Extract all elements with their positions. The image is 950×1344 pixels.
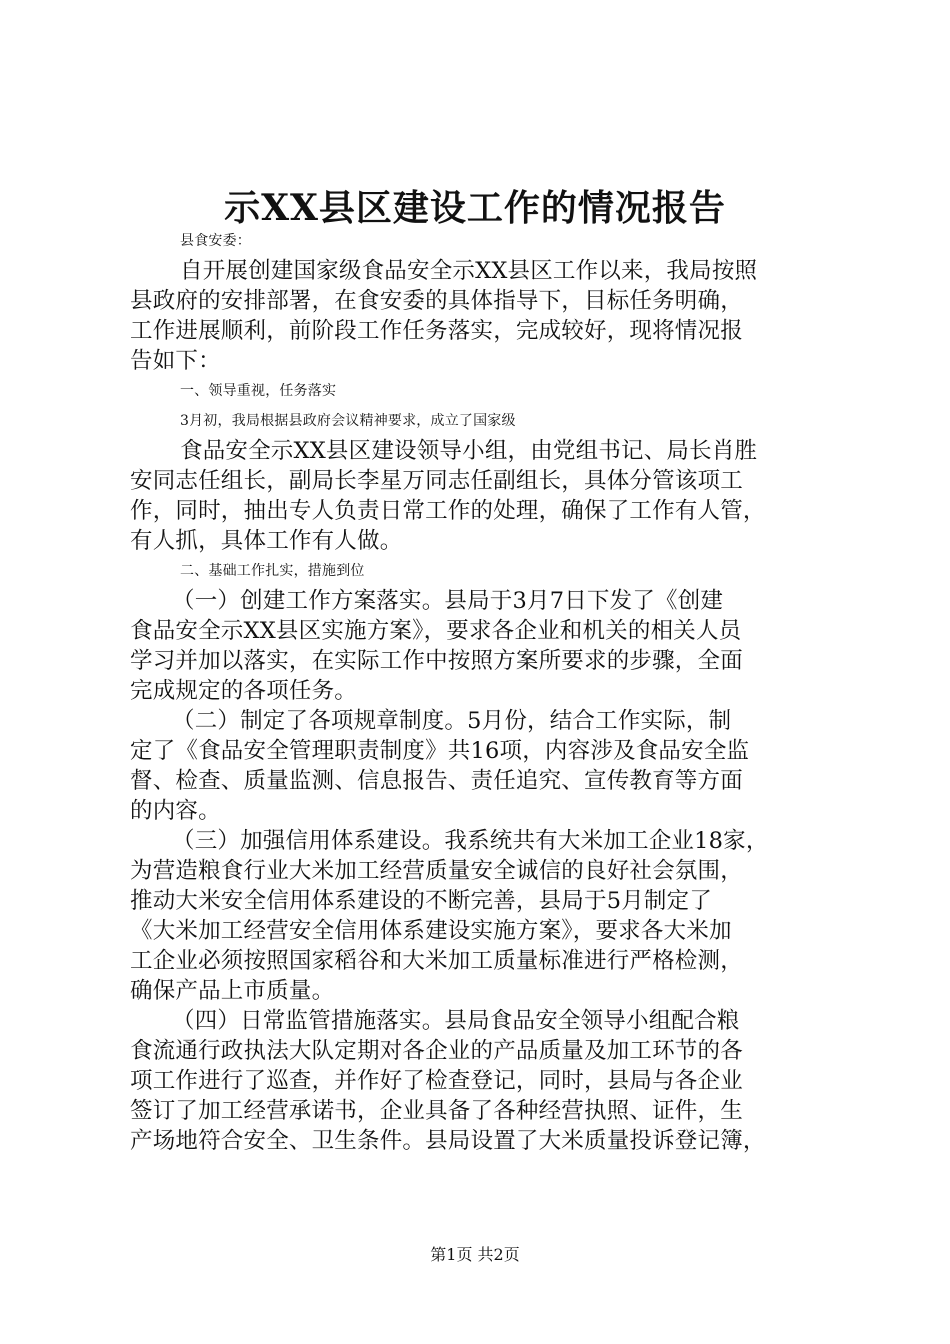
page-footer: 第1页 共2页: [430, 1245, 520, 1264]
paragraph-line: 有人抓，具体工作有人做。: [130, 528, 403, 554]
paragraph-line: （三）加强信用体系建设。我系统共有大米加工企业18家，: [172, 828, 769, 854]
paragraph-line: （四）日常监管措施落实。县局食品安全领导小组配合粮: [172, 1008, 740, 1034]
paragraph-line: 签订了加工经营承诺书，企业具备了各种经营执照、证件，生: [130, 1098, 743, 1124]
paragraph-line: 产场地符合安全、卫生条件。县局设置了大米质量投诉登记簿，: [130, 1128, 766, 1154]
paragraph-line: 为营造粮食行业大米加工经营质量安全诚信的良好社会氛围，: [130, 858, 743, 884]
paragraph-line: （二）制定了各项规章制度。5月份，结合工作实际，制: [172, 708, 732, 734]
paragraph-line: 告如下：: [130, 348, 221, 374]
section-heading: 二、基础工作扎实，措施到位: [180, 563, 365, 579]
document-title: 示XX县区建设工作的情况报告: [224, 187, 726, 229]
paragraph-line: 工企业必须按照国家稻谷和大米加工质量标准进行严格检测，: [130, 948, 743, 974]
paragraph-line: 完成规定的各项任务。: [130, 678, 358, 704]
paragraph-line: 确保产品上市质量。: [130, 978, 335, 1004]
paragraph-line: 食流通行政执法大队定期对各企业的产品质量及加工环节的各: [130, 1038, 743, 1064]
paragraph-line: 食品安全示XX县区建设领导小组，由党组书记、局长肖胜: [180, 438, 758, 464]
paragraph-line: 《大米加工经营安全信用体系建设实施方案》，要求各大米加: [130, 918, 732, 944]
paragraph-line: 工作进展顺利，前阶段工作任务落实，完成较好，现将情况报: [130, 318, 743, 344]
paragraph-line: 推动大米安全信用体系建设的不断完善，县局于5月制定了: [130, 888, 713, 914]
paragraph-line: 安同志任组长，副局长李星万同志任副组长，具体分管该项工: [130, 468, 743, 494]
section-heading: 一、领导重视，任务落实: [180, 383, 337, 399]
paragraph-line: 定了《食品安全管理职责制度》共16项，内容涉及食品安全监: [130, 738, 750, 764]
paragraph-line: 自开展创建国家级食品安全示XX县区工作以来，我局按照: [180, 258, 758, 284]
paragraph-line: 食品安全示XX县区实施方案》，要求各企业和机关的相关人员: [130, 618, 742, 644]
paragraph-line: 的内容。: [130, 798, 221, 824]
paragraph-line: 县政府的安排部署，在食安委的具体指导下，目标任务明确，: [130, 288, 743, 314]
paragraph-line: 学习并加以落实，在实际工作中按照方案所要求的步骤，全面: [130, 648, 743, 674]
salutation-line: 县食安委：: [180, 233, 251, 249]
paragraph-line: 3月初，我局根据县政府会议精神要求，成立了国家级: [180, 413, 516, 429]
paragraph-line: 督、检查、质量监测、信息报告、责任追究、宣传教育等方面: [130, 768, 743, 794]
paragraph-line: （一）创建工作方案落实。县局于3月7日下发了《创建: [172, 588, 724, 614]
paragraph-line: 项工作进行了巡查，并作好了检查登记，同时，县局与各企业: [130, 1068, 743, 1094]
paragraph-line: 作，同时，抽出专人负责日常工作的处理，确保了工作有人管，: [130, 498, 766, 524]
